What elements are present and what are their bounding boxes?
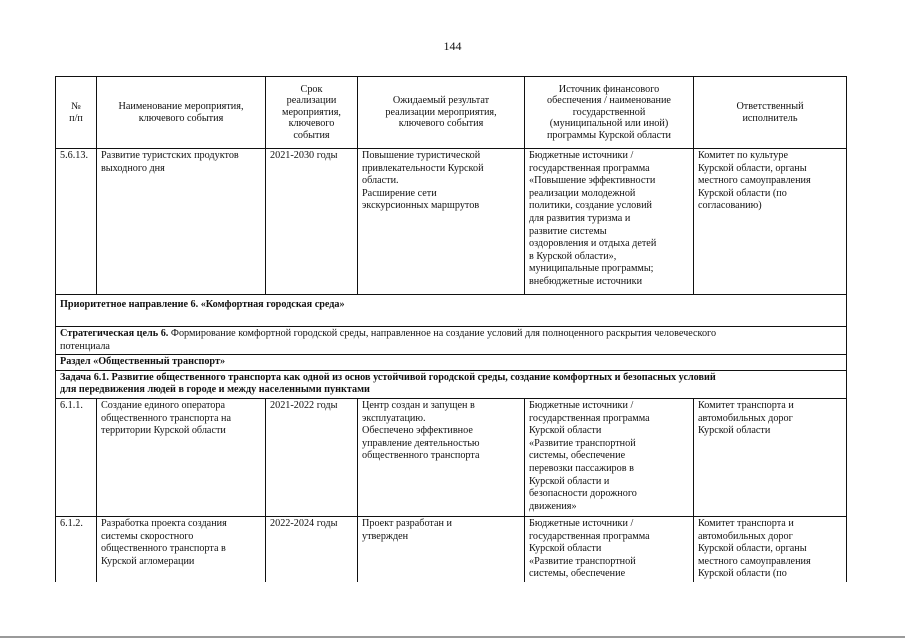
row-number: 6.1.2. bbox=[56, 516, 97, 582]
measure-executor: Комитет транспорта и автомобильных дорог Курской области, органы местного самоуправления Курской области (по bbox=[694, 516, 847, 582]
page-number: 144 bbox=[443, 39, 462, 53]
measure-name: Развитие туристских продуктов выходного дня bbox=[97, 149, 266, 295]
task-title: Задача 6.1. Развитие общественного транспорта как одной из основ устойчивой городской среды, создание комфортных и безопасных условий для передвижения людей в городе и между населенными пунктами bbox=[56, 370, 847, 398]
header-name: Наименование мероприятия, ключевого события bbox=[97, 77, 266, 149]
table-row bbox=[56, 149, 847, 295]
measure-source: Бюджетные источники / государственная программа Курской области «Развитие транспортной системы, обеспечение bbox=[525, 516, 694, 582]
table-row bbox=[56, 516, 847, 582]
header-source: Источник финансового обеспечения / наименование государственной (муниципальной или иной) программы Курской области bbox=[525, 77, 694, 149]
measure-name: Создание единого оператора общественного транспорта на территории Курской области bbox=[97, 398, 266, 516]
priority-row bbox=[56, 295, 847, 327]
measure-term: 2021-2030 годы bbox=[266, 149, 358, 295]
section-row bbox=[56, 355, 847, 371]
strategic-goal-label: Стратегическая цель 6. bbox=[60, 328, 169, 339]
measure-executor: Комитет транспорта и автомобильных дорог Курской области bbox=[694, 398, 847, 516]
header-result: Ожидаемый результат реализации мероприятия, ключевого события bbox=[358, 77, 525, 149]
task-row bbox=[56, 370, 847, 398]
measure-result: Центр создан и запущен в эксплуатацию. Обеспечено эффективное управление деятельностью общественного транспорта bbox=[358, 398, 525, 516]
header-term: Срок реализации мероприятия, ключевого события bbox=[266, 77, 358, 149]
strategic-goal-text-1: Формирование комфортной городской среды, направленное на создание условий для полноценного раскрытия человеческого bbox=[170, 328, 717, 339]
measure-executor: Комитет по культуре Курской области, органы местного самоуправления Курской области (по согласованию) bbox=[694, 149, 847, 295]
measure-result: Проект разработан и утвержден bbox=[358, 516, 525, 582]
strategic-goal bbox=[56, 327, 847, 355]
measure-source: Бюджетные источники / государственная программа «Повышение эффективности реализации молодежной политики, создание условий для развития туризма и развитие системы оздоровления и отдыха детей в Курской области», муниципальные программы; внебюджетные источники bbox=[525, 149, 694, 295]
measure-term: 2021-2022 годы bbox=[266, 398, 358, 516]
header-num: № п/п bbox=[56, 77, 97, 149]
measures-table bbox=[55, 76, 847, 582]
strategic-goal-row bbox=[56, 327, 847, 355]
measure-result: Повышение туристической привлекательности Курской области. Расширение сети экскурсионных маршрутов bbox=[358, 149, 525, 295]
table-header-row bbox=[56, 77, 847, 149]
section-title: Раздел «Общественный транспорт» bbox=[56, 355, 847, 371]
measure-term: 2022-2024 годы bbox=[266, 516, 358, 582]
table-row bbox=[56, 398, 847, 516]
measure-source: Бюджетные источники / государственная программа Курской области «Развитие транспортной системы, обеспечение перевозки пассажиров в Курской области и безопасности дорожного движения» bbox=[525, 398, 694, 516]
strategic-goal-text-2: потенциала bbox=[60, 340, 110, 352]
priority-direction: Приоритетное направление 6. «Комфортная городская среда» bbox=[56, 295, 847, 327]
row-number: 5.6.13. bbox=[56, 149, 97, 295]
header-executor: Ответственный исполнитель bbox=[694, 77, 847, 149]
row-number: 6.1.1. bbox=[56, 398, 97, 516]
measure-name: Разработка проекта создания системы скоростного общественного транспорта в Курской агломерации bbox=[97, 516, 266, 582]
scan-edge-line bbox=[0, 636, 905, 638]
